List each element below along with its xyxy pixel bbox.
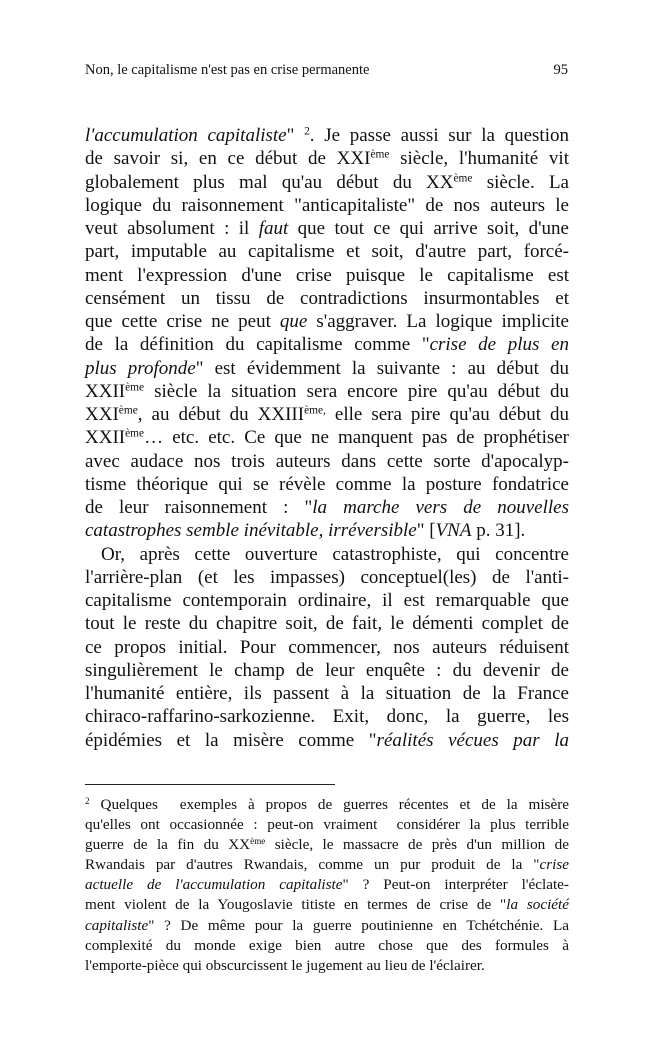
- superscript: ème: [125, 427, 145, 440]
- superscript: ème: [453, 172, 473, 185]
- superscript: ème: [125, 381, 145, 394]
- text-segment: siècle, le massacre de près d'un million de: [265, 836, 570, 854]
- text-segment: censément un tissu de contradictions insurmontables et: [85, 287, 569, 309]
- text-line: [85, 705, 569, 728]
- text-line: [85, 835, 569, 855]
- text-segment: part, imputable au capitalisme et soit, d'autre part, forcé-: [85, 241, 569, 263]
- text-line: [85, 875, 569, 895]
- text-segment: Or, après cette ouverture catastrophiste, qui concentre: [101, 543, 569, 565]
- text-line: [85, 264, 569, 287]
- text-line: [85, 956, 569, 976]
- italic-text: actuelle de l'accumulation capitaliste: [85, 876, 343, 894]
- text-segment: XXII: [85, 380, 126, 402]
- text-line: [85, 496, 569, 519]
- text-line: [85, 287, 569, 310]
- text-segment: singulièrement le champ de leur enquête : du devenir de: [85, 659, 569, 681]
- italic-text: VNA: [435, 520, 472, 542]
- text-segment: " est évidemment la suivante : au début du: [195, 357, 570, 379]
- text-line: [85, 636, 569, 659]
- text-line: [85, 426, 569, 449]
- italic-text: plus profonde: [85, 357, 196, 379]
- text-line: [85, 171, 569, 194]
- text-line: [85, 815, 569, 835]
- text-segment: l'emporte-pièce qui obscurcissent le jugement au lieu de l'éclairer.: [85, 956, 485, 974]
- text-segment: elle sera pire qu'au début du: [325, 404, 569, 425]
- text-segment: " [: [416, 520, 436, 542]
- text-segment: siècle. La: [472, 171, 569, 193]
- text-segment: p. 31].: [471, 520, 526, 542]
- text-segment: qu'elles ont occasionnée : peut-on vraiment considérer la plus terrible: [85, 816, 569, 834]
- text-segment: ment violent de la Yougoslavie titiste en termes de crise de ": [85, 896, 507, 914]
- text-line: [85, 450, 569, 473]
- italic-text: faut: [258, 218, 289, 239]
- text-segment: l'arrière-plan (et les impasses) conceptuel(les) de l'anti-: [85, 566, 569, 588]
- text-line: [85, 795, 569, 815]
- text-line: [85, 566, 569, 589]
- body-text: [85, 124, 569, 752]
- text-segment: siècle, l'humanité vit: [389, 148, 569, 170]
- italic-text: l'accumulation capitaliste: [85, 125, 287, 146]
- footnote: [85, 795, 569, 976]
- italic-text: réalités vécues par la: [376, 729, 569, 751]
- superscript: ème: [250, 836, 266, 847]
- text-segment: , au début du XXIII: [137, 404, 305, 425]
- text-segment: Rwandais par d'autres Rwandais, comme un pur produit de la ": [85, 856, 540, 874]
- text-segment: siècle la situation sera encore pire qu'au début du: [144, 380, 569, 402]
- text-segment: tisme théorique qui se révèle comme la posture fondatrice: [85, 473, 569, 495]
- text-segment: de la définition du capitalisme comme ": [85, 334, 430, 356]
- text-line: [85, 936, 569, 956]
- italic-text: la marche vers de nouvelles: [312, 497, 569, 518]
- text-segment: épidémies et la misère comme ": [85, 729, 377, 751]
- text-segment: de leur raisonnement : ": [85, 497, 313, 518]
- italic-text: crise de plus en: [429, 334, 569, 356]
- text-line: [85, 380, 569, 403]
- superscript: 2: [85, 795, 90, 806]
- text-segment: ce propos initial. Pour commencer, nos auteurs réduisent: [85, 636, 569, 658]
- text-line: [85, 659, 569, 682]
- italic-text: capitaliste: [85, 916, 149, 934]
- text-segment: de savoir si, en ce début de XXI: [85, 148, 371, 170]
- text-segment: Quelques exemples à propos de guerres récentes et de la misère: [89, 796, 569, 813]
- superscript: ème: [370, 148, 390, 161]
- text-segment: que cette crise ne peut: [85, 311, 280, 332]
- text-segment: … etc. etc. Ce que ne manquent pas de prophétiser: [144, 427, 569, 449]
- italic-text: la société: [506, 896, 569, 914]
- text-segment: " ? De même pour la guerre poutinienne en Tchétchénie. La: [148, 916, 569, 934]
- text-line: [85, 543, 569, 566]
- text-line: [85, 240, 569, 263]
- text-line: [85, 194, 569, 217]
- superscript: ème: [118, 404, 138, 417]
- text-line: [85, 310, 569, 333]
- footnote-separator: [85, 784, 335, 785]
- text-line: [85, 333, 569, 356]
- text-segment: tout le reste du chapitre soit, de fait, le démenti complet de: [85, 613, 569, 635]
- text-line: [85, 855, 569, 875]
- text-line: [85, 217, 569, 240]
- italic-text: que: [279, 311, 308, 332]
- text-segment: ment l'expression d'une crise puisque le capitalisme est: [85, 264, 569, 286]
- italic-text: catastrophes semble inévitable, irréversible: [85, 520, 417, 542]
- text-segment: veut absolument : il: [85, 218, 259, 239]
- text-segment: chiraco-raffarino-sarkozienne. Exit, donc, la guerre, les: [85, 706, 569, 728]
- text-segment: " ? Peut-on interpréter l'éclate-: [342, 876, 569, 894]
- text-line: [85, 589, 569, 612]
- text-line: [85, 473, 569, 496]
- page-number: 95: [553, 62, 568, 78]
- text-line: [85, 403, 569, 426]
- text-segment: guerre de la fin du XX: [85, 836, 251, 854]
- text-segment: l'humanité entière, ils passent à la situation de la France: [85, 683, 569, 704]
- text-line: [85, 519, 569, 542]
- text-segment: XXII: [85, 427, 126, 449]
- running-header: [85, 62, 568, 79]
- text-line: [85, 612, 569, 635]
- text-segment: avec audace nos trois auteurs dans cette sorte d'apocalyp-: [85, 450, 569, 472]
- text-line: [85, 682, 569, 705]
- text-segment: XXI: [85, 404, 119, 425]
- superscript: ème,: [304, 404, 326, 417]
- text-line: [85, 916, 569, 936]
- superscript: 2: [304, 125, 310, 138]
- italic-text: crise: [539, 856, 569, 874]
- text-segment: que tout ce qui arrive soit, d'une: [288, 218, 569, 239]
- text-line: [85, 895, 569, 915]
- running-title: Non, le capitalisme n'est pas en crise permanente: [85, 62, 370, 78]
- text-line: [85, 729, 569, 752]
- text-segment: . Je passe aussi sur la question: [309, 125, 569, 146]
- text-segment: complexité du monde exige bien autre chose que des formules à: [85, 936, 569, 954]
- text-line: [85, 124, 569, 147]
- text-line: [85, 147, 569, 170]
- text-segment: globalement plus mal qu'au début du XX: [85, 171, 454, 193]
- text-segment: capitalisme contemporain ordinaire, il est remarquable que: [85, 590, 569, 611]
- text-segment: ": [286, 125, 305, 146]
- text-segment: logique du raisonnement "anticapitaliste" de nos auteurs le: [85, 194, 569, 216]
- text-line: [85, 357, 569, 380]
- text-segment: s'aggraver. La logique implicite: [307, 311, 569, 332]
